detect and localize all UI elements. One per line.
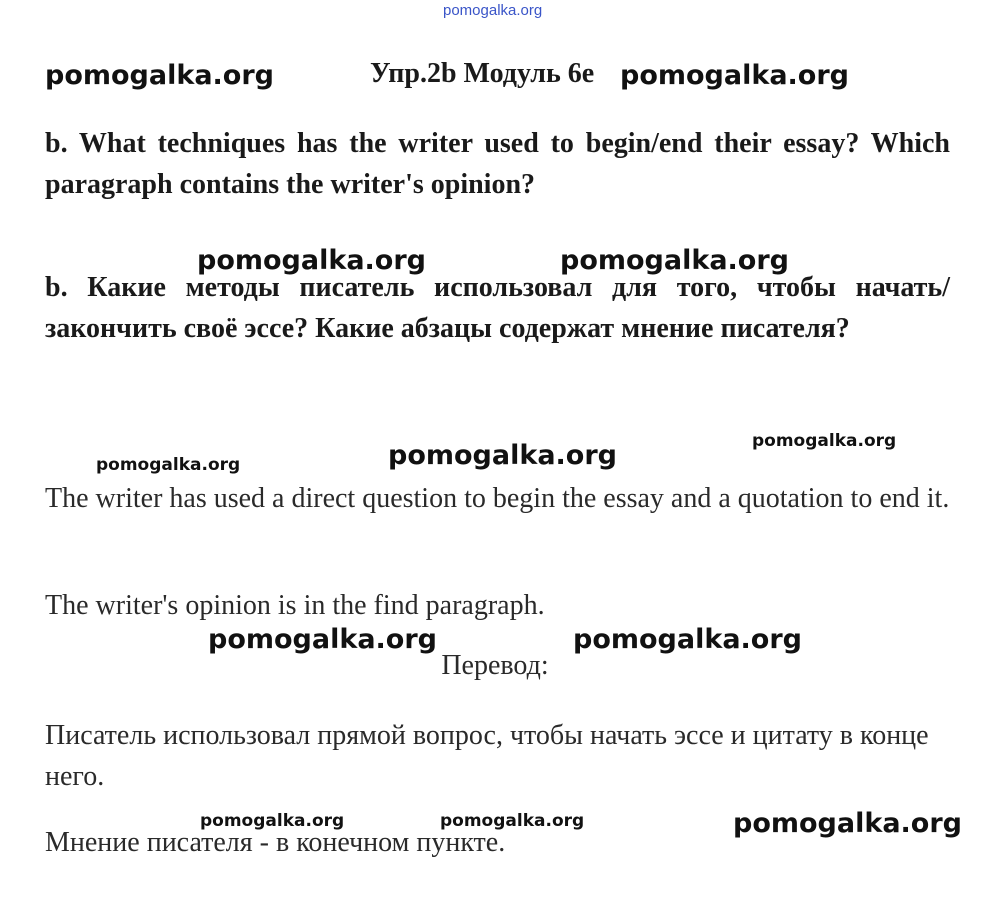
watermark: pomogalka.org <box>752 431 897 451</box>
answer-english-2: The writer's opinion is in the find paragraph. <box>45 590 545 621</box>
watermark: pomogalka.org <box>573 624 802 655</box>
watermark-top: pomogalka.org <box>443 2 543 19</box>
watermark: pomogalka.org <box>733 808 962 839</box>
watermark: pomogalka.org <box>440 811 585 831</box>
watermark: pomogalka.org <box>200 811 345 831</box>
watermark: pomogalka.org <box>96 455 241 475</box>
translation-label: Перевод: <box>441 650 549 681</box>
answer-english-1: The writer has used a direct question to begin the essay and a quotation to end it. <box>45 483 950 514</box>
answer-russian-1: Писатель использовал прямой вопрос, чтобы начать эссе и цитату в конце него. <box>45 720 929 792</box>
watermark: pomogalka.org <box>208 624 437 655</box>
watermark: pomogalka.org <box>560 245 789 276</box>
exercise-title: Упр.2b Модуль 6е <box>370 58 595 89</box>
question-english: b. What techniques has the writer used to begin/end their essay? Which paragraph contains the writer's opinion? <box>45 128 950 200</box>
watermark: pomogalka.org <box>45 60 274 91</box>
watermark: pomogalka.org <box>388 440 617 471</box>
question-russian: b. Какие методы писатель использовал для того, чтобы начать/закончить своё эссе? Какие абзацы содержат мнение писателя? <box>45 272 950 344</box>
watermark: pomogalka.org <box>197 245 426 276</box>
answer-russian-2: Мнение писателя - в конечном пункте. <box>45 827 506 858</box>
watermark: pomogalka.org <box>620 60 849 91</box>
